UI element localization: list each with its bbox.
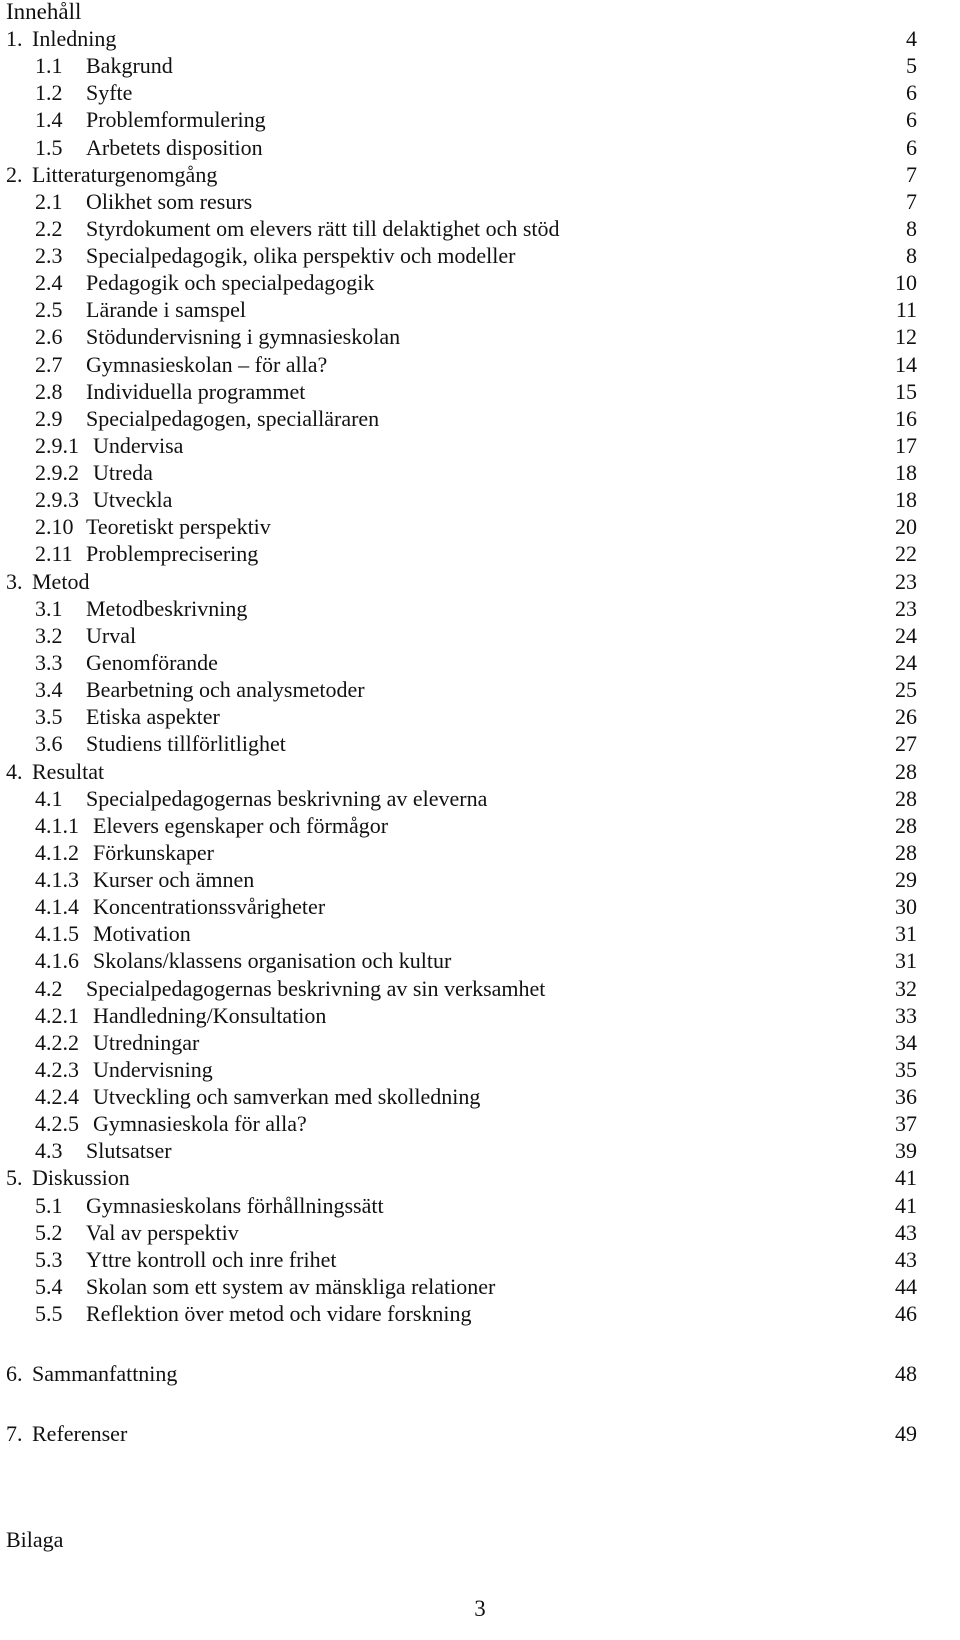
toc-entry-number: 4.1.4 <box>35 894 79 919</box>
toc-entry[interactable] <box>0 677 960 703</box>
toc-entry[interactable] <box>0 623 960 649</box>
toc-entry[interactable] <box>0 1421 960 1447</box>
toc-entry[interactable] <box>0 894 960 920</box>
toc-entry[interactable] <box>0 1247 960 1273</box>
toc-entry-title: Skolans/klassens organisation och kultur <box>93 948 452 973</box>
toc-entry-title: Gymnasieskola för alla? <box>93 1111 307 1136</box>
toc-entry-page: 37 <box>895 1111 917 1136</box>
toc-entry-number: 2.5 <box>35 297 63 322</box>
toc-entry[interactable] <box>0 976 960 1002</box>
toc-entry-page: 44 <box>895 1274 917 1299</box>
toc-entry-page: 14 <box>895 352 917 377</box>
toc-entry-number: 5.3 <box>35 1247 63 1272</box>
toc-entry-page: 33 <box>895 1003 917 1028</box>
toc-entry[interactable] <box>0 135 960 161</box>
toc-entry-number: 4.2.5 <box>35 1111 79 1136</box>
toc-entry-page: 28 <box>895 840 917 865</box>
toc-entry-page: 16 <box>895 406 917 431</box>
toc-entry[interactable] <box>0 107 960 133</box>
toc-entry-number: 4.1.5 <box>35 921 79 946</box>
toc-entry[interactable] <box>0 1193 960 1219</box>
toc-entry-page: 24 <box>895 650 917 675</box>
toc-entry-number: 7. <box>6 1421 23 1446</box>
toc-entry-page: 35 <box>895 1057 917 1082</box>
toc-entry-number: 4.3 <box>35 1138 63 1163</box>
toc-entry[interactable] <box>0 162 960 188</box>
toc-entry-number: 3.5 <box>35 704 63 729</box>
toc-entry[interactable] <box>0 379 960 405</box>
toc-entry-title: Olikhet som resurs <box>86 189 253 214</box>
toc-entry-number: 4.1.6 <box>35 948 79 973</box>
toc-entry-page: 17 <box>895 433 917 458</box>
toc-entry-title: Specialpedagogen, specialläraren <box>86 406 380 431</box>
toc-entry[interactable] <box>0 569 960 595</box>
toc-entry-number: 4.2.2 <box>35 1030 79 1055</box>
toc-entry-number: 2.9.1 <box>35 433 79 458</box>
toc-entry-title: Pedagogik och specialpedagogik <box>86 270 375 295</box>
toc-entry-number: 2.9.2 <box>35 460 79 485</box>
toc-entry-number: 6. <box>6 1361 23 1386</box>
page-number: 3 <box>474 1596 486 1621</box>
toc-entry[interactable] <box>0 1220 960 1246</box>
toc-entry-page: 39 <box>895 1138 917 1163</box>
toc-entry-page: 4 <box>906 26 917 51</box>
toc-entry-page: 48 <box>895 1361 917 1386</box>
toc-entry-number: 3.4 <box>35 677 63 702</box>
toc-entry[interactable] <box>0 1138 960 1164</box>
toc-entry-title: Syfte <box>86 80 133 105</box>
toc-entry-page: 12 <box>895 324 917 349</box>
toc-entry-number: 2.2 <box>35 216 63 241</box>
toc-entry-title: Undervisa <box>93 433 184 458</box>
toc-entry[interactable] <box>0 1361 960 1387</box>
toc-entry-title: Förkunskaper <box>93 840 214 865</box>
toc-entry-number: 2.6 <box>35 324 63 349</box>
toc-entry-number: 4.2.1 <box>35 1003 79 1028</box>
toc-entry-title: Koncentrationssvårigheter <box>93 894 326 919</box>
toc-entry-number: 2.9 <box>35 406 63 431</box>
toc-entry-title: Etiska aspekter <box>86 704 220 729</box>
toc-entry-title: Referenser <box>32 1421 128 1446</box>
toc-entry-number: 1.2 <box>35 80 63 105</box>
toc-entry-title: Stödundervisning i gymnasieskolan <box>86 324 401 349</box>
toc-entry-page: 8 <box>906 216 917 241</box>
toc-entry[interactable] <box>0 1030 960 1056</box>
toc-entry[interactable] <box>0 297 960 323</box>
toc-entry[interactable] <box>0 324 960 350</box>
toc-entry[interactable] <box>0 270 960 296</box>
toc-entry-number: 1. <box>6 26 23 51</box>
toc-entry-title: Elevers egenskaper och förmågor <box>93 813 389 838</box>
toc-entry-page: 7 <box>906 189 917 214</box>
toc-entry-number: 4.1.2 <box>35 840 79 865</box>
toc-entry-title: Yttre kontroll och inre frihet <box>86 1247 337 1272</box>
toc-entry-title: Problemformulering <box>86 107 266 132</box>
toc-entry-title: Utredningar <box>93 1030 200 1055</box>
toc-entry-title: Individuella programmet <box>86 379 306 404</box>
toc-entry-number: 4.2.4 <box>35 1084 79 1109</box>
toc-entry-page: 23 <box>895 569 917 594</box>
toc-entry[interactable] <box>0 596 960 622</box>
toc-entry-number: 3.6 <box>35 731 63 756</box>
toc-entry-page: 22 <box>895 541 917 566</box>
toc-entry-number: 2.9.3 <box>35 487 79 512</box>
toc-entry-title: Arbetets disposition <box>86 135 263 160</box>
toc-entry-title: Urval <box>86 623 137 648</box>
toc-entry[interactable] <box>0 813 960 839</box>
toc-entry-title: Sammanfattning <box>32 1361 178 1386</box>
toc-entry-number: 4. <box>6 759 23 784</box>
toc-entry-number: 3.1 <box>35 596 63 621</box>
toc-entry-number: 4.1.3 <box>35 867 79 892</box>
toc-entry-title: Metodbeskrivning <box>86 596 248 621</box>
toc-entry-number: 1.4 <box>35 107 63 132</box>
toc-entry[interactable] <box>0 487 960 513</box>
toc-entry-page: 34 <box>895 1030 917 1055</box>
toc-entry[interactable] <box>0 433 960 459</box>
toc-entry-number: 2. <box>6 162 23 187</box>
toc-entry-number: 1.1 <box>35 53 63 78</box>
toc-entry-page: 18 <box>895 460 917 485</box>
toc-entry-page: 26 <box>895 704 917 729</box>
toc-entry-number: 2.10 <box>35 514 74 539</box>
toc-entry-title: Specialpedagogik, olika perspektiv och modeller <box>86 243 516 268</box>
toc-entry[interactable] <box>0 759 960 785</box>
toc-entry-number: 5.5 <box>35 1301 63 1326</box>
toc-entry-title: Styrdokument om elevers rätt till delaktighet och stöd <box>86 216 560 241</box>
toc-entry-title: Handledning/Konsultation <box>93 1003 327 1028</box>
toc-entry[interactable] <box>0 650 960 676</box>
toc-entry-number: 2.3 <box>35 243 63 268</box>
toc-entry-title: Skolan som ett system av mänskliga relationer <box>86 1274 496 1299</box>
toc-entry-page: 31 <box>895 921 917 946</box>
toc-entry-title: Metod <box>32 569 90 594</box>
toc-entry-page: 30 <box>895 894 917 919</box>
toc-entry[interactable] <box>0 1165 960 1191</box>
toc-entry-page: 31 <box>895 948 917 973</box>
toc-entry-number: 3.3 <box>35 650 63 675</box>
toc-entry-page: 46 <box>895 1301 917 1326</box>
toc-entry-page: 6 <box>906 107 917 132</box>
toc-entry[interactable] <box>0 1111 960 1137</box>
toc-title: Innehåll <box>6 0 82 24</box>
toc-entry-title: Val av perspektiv <box>86 1220 239 1245</box>
toc-entry-number: 4.1.1 <box>35 813 79 838</box>
toc-entry-number: 2.11 <box>35 541 73 566</box>
toc-entry-page: 43 <box>895 1220 917 1245</box>
toc-entry-title: Bearbetning och analysmetoder <box>86 677 365 702</box>
toc-entry-number: 5.4 <box>35 1274 63 1299</box>
toc-entry-title: Undervisning <box>93 1057 213 1082</box>
toc-entry-number: 2.8 <box>35 379 63 404</box>
appendix-label: Bilaga <box>6 1527 64 1552</box>
toc-entry[interactable] <box>0 189 960 215</box>
toc-entry-title: Gymnasieskolans förhållningssätt <box>86 1193 384 1218</box>
toc-entry[interactable] <box>0 352 960 378</box>
toc-entry-page: 41 <box>895 1165 917 1190</box>
toc-entry-page: 32 <box>895 976 917 1001</box>
toc-entry-page: 28 <box>895 759 917 784</box>
toc-entry[interactable] <box>0 53 960 79</box>
toc-entry-title: Diskussion <box>32 1165 130 1190</box>
toc-entry[interactable] <box>0 786 960 812</box>
toc-entry-title: Kurser och ämnen <box>93 867 255 892</box>
toc-entry-page: 25 <box>895 677 917 702</box>
toc-entry-number: 5.1 <box>35 1193 63 1218</box>
toc-entry-number: 4.2 <box>35 976 63 1001</box>
toc-entry-title: Motivation <box>93 921 191 946</box>
toc-entry[interactable] <box>0 1274 960 1300</box>
toc-entry-title: Teoretiskt perspektiv <box>86 514 271 539</box>
toc-entry-title: Studiens tillförlitlighet <box>86 731 286 756</box>
toc-entry-title: Slutsatser <box>86 1138 172 1163</box>
toc-entry[interactable] <box>0 731 960 757</box>
toc-entry-page: 28 <box>895 813 917 838</box>
toc-entry-page: 28 <box>895 786 917 811</box>
toc-entry-title: Utreda <box>93 460 153 485</box>
toc-entry-page: 27 <box>895 731 917 756</box>
toc-entry-page: 11 <box>895 297 917 322</box>
toc-entry-page: 10 <box>895 270 917 295</box>
toc-entry-number: 3.2 <box>35 623 63 648</box>
toc-entry[interactable] <box>0 1084 960 1110</box>
toc-entry[interactable] <box>0 1301 960 1327</box>
toc-entry-page: 8 <box>906 243 917 268</box>
toc-entry-title: Genomförande <box>86 650 218 675</box>
toc-entry-page: 43 <box>895 1247 917 1272</box>
toc-entry-title: Gymnasieskolan – för alla? <box>86 352 328 377</box>
toc-entry[interactable] <box>0 460 960 486</box>
toc-entry-number: 5. <box>6 1165 23 1190</box>
toc-entry-title: Utveckling och samverkan med skolledning <box>93 1084 481 1109</box>
toc-entry-number: 4.1 <box>35 786 63 811</box>
toc-entry[interactable] <box>0 921 960 947</box>
toc-entry[interactable] <box>0 1057 960 1083</box>
toc-entry[interactable] <box>0 948 960 974</box>
toc-entry-number: 1.5 <box>35 135 63 160</box>
toc-entry-title: Bakgrund <box>86 53 173 78</box>
toc-entry-number: 2.7 <box>35 352 63 377</box>
toc-entry-page: 15 <box>895 379 917 404</box>
toc-entry-page: 7 <box>906 162 917 187</box>
toc-entry-page: 20 <box>895 514 917 539</box>
toc-entry-title: Lärande i samspel <box>86 297 247 322</box>
toc-entry-title: Utveckla <box>93 487 173 512</box>
toc-entry[interactable] <box>0 541 960 567</box>
toc-entry[interactable] <box>0 867 960 893</box>
toc-entry-number: 5.2 <box>35 1220 63 1245</box>
toc-entry-number: 2.1 <box>35 189 63 214</box>
toc-entry[interactable] <box>0 406 960 432</box>
toc-entry-page: 23 <box>895 596 917 621</box>
toc-entry-title: Inledning <box>32 26 117 51</box>
toc-entry-page: 29 <box>895 867 917 892</box>
toc-entry-page: 5 <box>906 53 917 78</box>
toc-entry-page: 36 <box>895 1084 917 1109</box>
toc-entry[interactable] <box>0 243 960 269</box>
toc-entry[interactable] <box>0 840 960 866</box>
toc-entry[interactable] <box>0 1003 960 1029</box>
toc-entry[interactable] <box>0 216 960 242</box>
toc-entry-title: Litteraturgenomgång <box>32 162 218 187</box>
toc-entry-number: 2.4 <box>35 270 63 295</box>
toc-entry-number: 3. <box>6 569 23 594</box>
toc-entry-page: 24 <box>895 623 917 648</box>
toc-entry[interactable] <box>0 80 960 106</box>
toc-entry[interactable] <box>0 26 960 52</box>
toc-entry-page: 6 <box>906 80 917 105</box>
toc-entry-page: 6 <box>906 135 917 160</box>
toc-entry-title: Problemprecisering <box>86 541 259 566</box>
toc-entry-page: 18 <box>895 487 917 512</box>
toc-entry-page: 49 <box>895 1421 917 1446</box>
toc-entry-number: 4.2.3 <box>35 1057 79 1082</box>
toc-entry[interactable] <box>0 704 960 730</box>
toc-entry-title: Specialpedagogernas beskrivning av sin verksamhet <box>86 976 546 1001</box>
toc-entry-title: Resultat <box>32 759 105 784</box>
toc-entry[interactable] <box>0 514 960 540</box>
toc-entry-title: Specialpedagogernas beskrivning av eleverna <box>86 786 488 811</box>
toc-entry-title: Reflektion över metod och vidare forskning <box>86 1301 472 1326</box>
toc-entry-page: 41 <box>895 1193 917 1218</box>
